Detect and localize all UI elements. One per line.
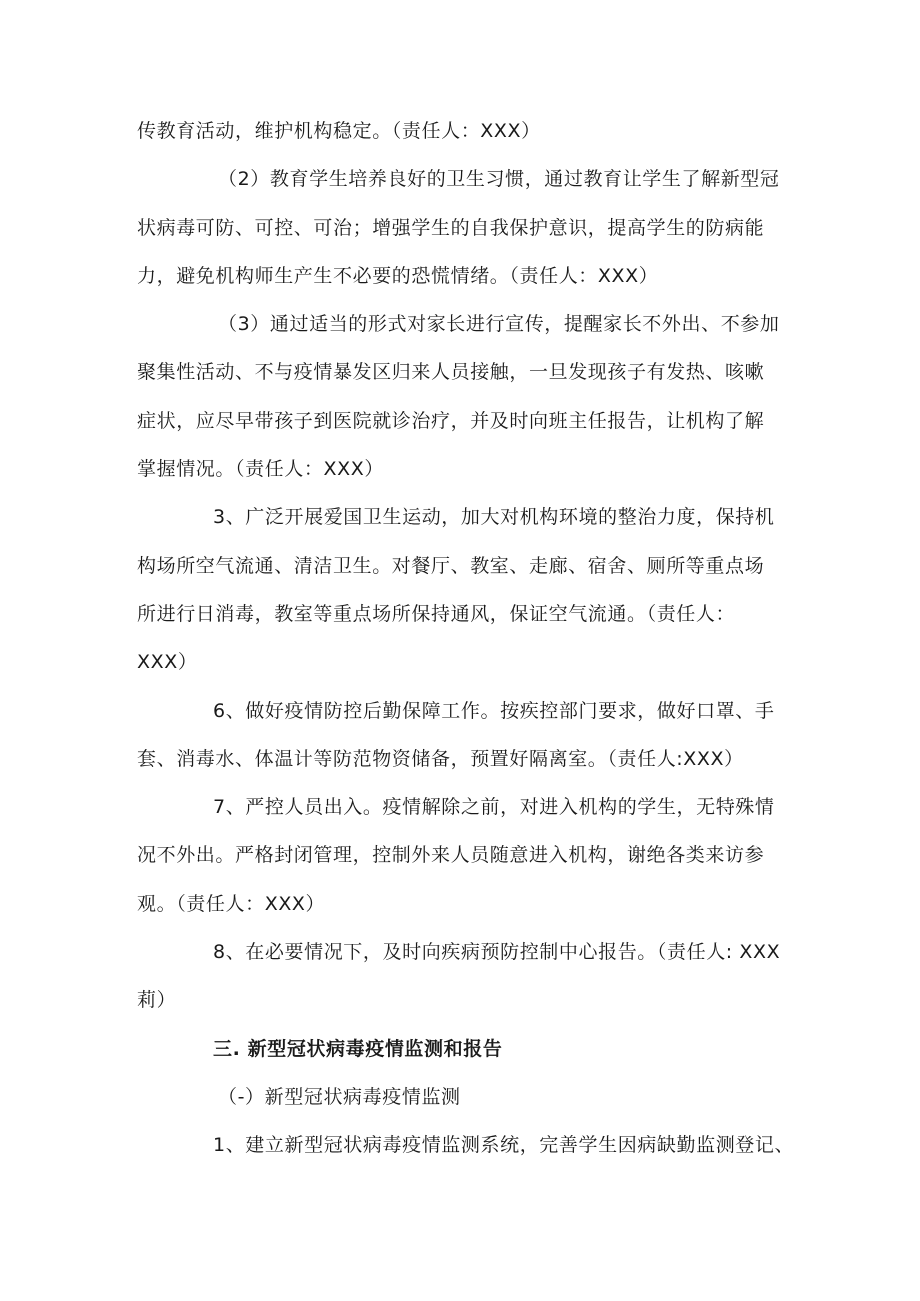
paragraph-line: 观。（责任人：XXX） bbox=[137, 893, 326, 915]
paragraph-line: 套、消毒水、体温计等防范物资储备，预置好隔离室。（责任人:XXX） bbox=[137, 748, 744, 770]
paragraph-line: 所进行日消毒，教室等重点场所保持通风，保证空气流通。（责任人： bbox=[137, 603, 736, 625]
paragraph-line: 莉） bbox=[137, 989, 177, 1011]
paragraph-line: 7、严控人员出入。疫情解除之前，对进入机构的学生，无特殊情 bbox=[213, 796, 775, 818]
paragraph-line: 构场所空气流通、清洁卫生。对餐厅、教室、走廊、宿舍、厕所等重点场 bbox=[137, 555, 765, 577]
paragraph-line: 3、广泛开展爱国卫生运动，加大对机构环境的整治力度，保持机 bbox=[213, 506, 775, 528]
paragraph-line: 掌握情况。（责任人：XXX） bbox=[137, 458, 384, 480]
section-heading: 三. 新型冠状病毒疫情监测和报告 bbox=[213, 1038, 503, 1060]
paragraph-line: 力，避免机构师生产生不必要的恐慌情绪。（责任人：XXX） bbox=[137, 265, 659, 287]
paragraph-line: 况不外出。严格封闭管理，控制外来人员随意进入机构，谢绝各类来访参 bbox=[137, 844, 765, 866]
paragraph-line: （2）教育学生培养良好的卫生习惯，通过教育让学生了解新型冠 bbox=[218, 168, 780, 190]
subsection-heading: （-）新型冠状病毒疫情监测 bbox=[218, 1086, 461, 1108]
paragraph-line: XXX） bbox=[137, 651, 198, 673]
paragraph-line: （3）通过适当的形式对家长进行宣传，提醒家长不外出、不参加 bbox=[218, 313, 780, 335]
paragraph-line: 聚集性活动、不与疫情暴发区归来人员接触，一旦发现孩子有发热、咳嗽 bbox=[137, 361, 765, 383]
paragraph-line: 1、建立新型冠状病毒疫情监测系统，完善学生因病缺勤监测登记、 bbox=[213, 1134, 795, 1156]
paragraph-line: 症状，应尽早带孩子到医院就诊治疗，并及时向班主任报告，让机构了解 bbox=[137, 410, 765, 432]
paragraph-line: 8、在必要情况下，及时向疾病预防控制中心报告。（责任人: XXX bbox=[213, 941, 781, 963]
paragraph-line: 传教育活动，维护机构稳定。（责任人：XXX） bbox=[137, 120, 541, 142]
paragraph-line: 状病毒可防、可控、可治；增强学生的自我保护意识，提高学生的防病能 bbox=[137, 217, 765, 239]
paragraph-line: 6、做好疫情防控后勤保障工作。按疾控部门要求，做好口罩、手 bbox=[213, 700, 775, 722]
